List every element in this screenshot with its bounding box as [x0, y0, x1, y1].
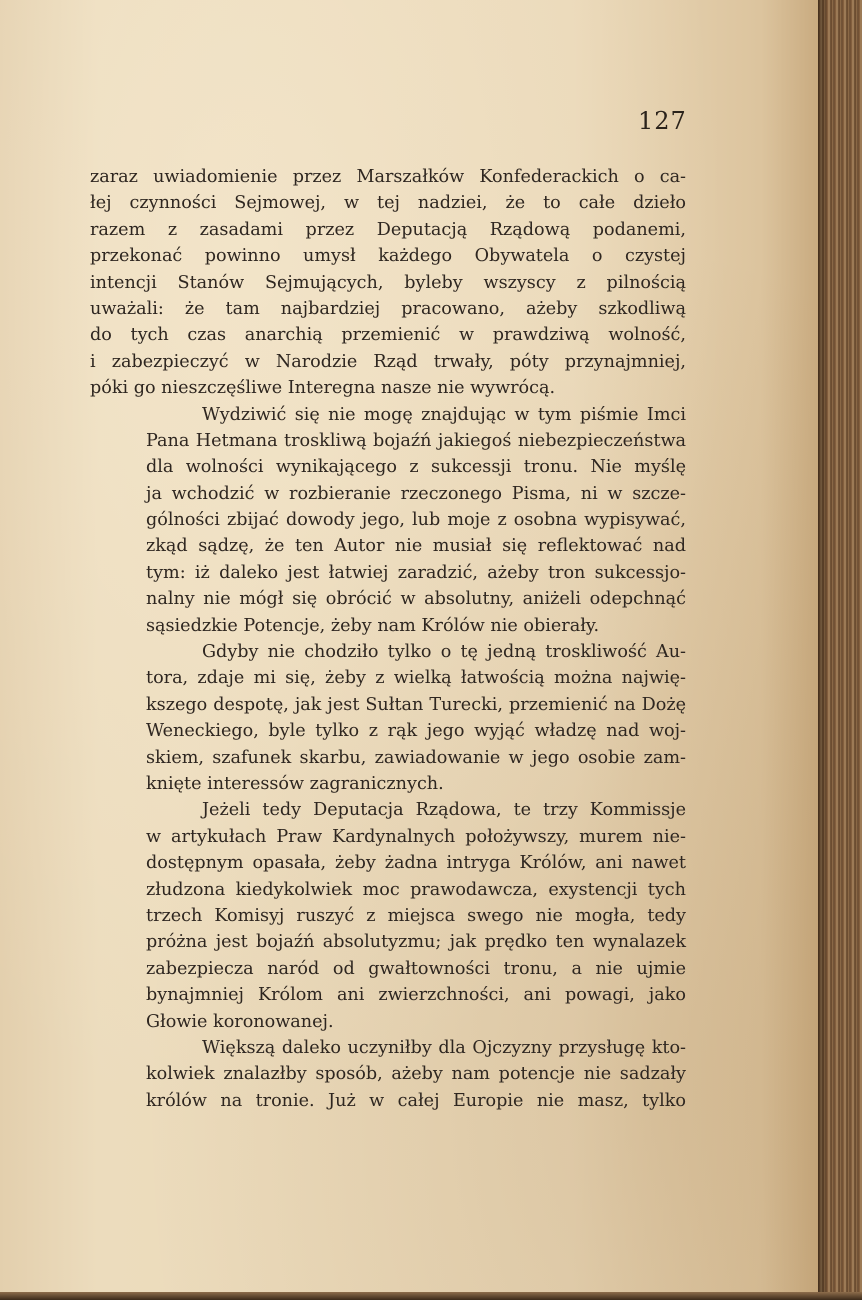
text-line: nalny nie mógł się obrócić w absolutny, aniżeli odepchnąć — [146, 589, 686, 610]
text-line: kolwiek znalazłby sposób, ażeby nam potencje nie sadzały — [146, 1064, 686, 1085]
paragraph — [90, 1035, 686, 1114]
text-line: dostępnym opasała, żeby żadna intryga Królów, ani nawet — [146, 853, 686, 874]
text-line: Gdyby nie chodziło tylko o tę jedną troskliwość Au- — [202, 642, 686, 663]
text-line: knięte interessów zagranicznych. — [146, 773, 444, 794]
text-line: zabezpiecza naród od gwałtowności tronu, a nie ujmie — [146, 958, 686, 979]
text-line: intencji Stanów Sejmujących, byleby wszyscy z pilnością — [90, 272, 686, 293]
text-line: bynajmniej Królom ani zwierzchności, ani powagi, jako — [146, 985, 686, 1006]
paragraph — [90, 639, 686, 797]
text-line: i zabezpieczyć w Narodzie Rząd trwały, póty przynajmniej, — [90, 351, 686, 372]
paragraph — [90, 797, 686, 1035]
text-line: dla wolności wynikającego z sukcessji tronu. Nie myślę — [146, 457, 686, 478]
text-line: Weneckiego, byle tylko z rąk jego wyjąć władzę nad woj- — [146, 721, 686, 742]
text-line: trzech Komisyj ruszyć z miejsca swego nie mogła, tedy — [146, 905, 686, 926]
text-line: do tych czas anarchią przemienić w prawdziwą wolność, — [90, 325, 686, 346]
text-line: tora, zdaje mi się, żeby z wielką łatwością można najwię- — [146, 668, 686, 689]
text-line: Głowie koronowanej. — [146, 1011, 334, 1032]
text-line: w artykułach Praw Kardynalnych położywszy, murem nie- — [146, 826, 686, 847]
text-line: Większą daleko uczyniłby dla Ojczyzny przysługę kto- — [202, 1037, 686, 1058]
text-line: sąsiedzkie Potencje, żeby nam Królów nie obierały. — [146, 615, 600, 636]
body-text — [90, 164, 686, 1114]
book-page-edges — [818, 0, 862, 1300]
text-line: Wydziwić się nie mogę znajdując w tym piśmie Imci — [202, 404, 686, 425]
text-line: kszego despotę, jak jest Sułtan Turecki, przemienić na Dożę — [146, 694, 686, 715]
text-line: zaraz uwiadomienie przez Marszałków Konfederackich o ca- — [90, 167, 686, 187]
text-line: przekonać powinno umysł każdego Obywatela o czystej — [90, 246, 686, 267]
text-line: gólności zbijać dowody jego, lub moje z osobna wypisywać, — [146, 510, 686, 531]
text-line: królów na tronie. Już w całej Europie nie masz, tylko — [146, 1090, 686, 1111]
text-line: zkąd sądzę, że ten Autor nie musiał się reflektować nad — [146, 536, 686, 557]
book-bottom-edge — [0, 1292, 862, 1300]
text-line: ja wchodzić w rozbieranie rzeczonego Pisma, ni w szcze- — [146, 483, 686, 504]
page-number: 127 — [638, 107, 687, 135]
text-line: próżna jest bojaźń absolutyzmu; jak prędko ten wynalazek — [146, 932, 686, 953]
text-line: póki go nieszczęśliwe Interegna nasze nie wywrócą. — [90, 378, 556, 399]
paragraph — [90, 402, 686, 640]
text-line: złudzona kiedykolwiek moc prawodawcza, exystencji tych — [146, 879, 686, 900]
text-line: łej czynności Sejmowej, w tej nadziei, że to całe dzieło — [90, 193, 686, 214]
text-line: razem z zasadami przez Deputacją Rządową podanemi, — [90, 219, 686, 240]
paragraph — [90, 164, 686, 402]
text-line: tym: iż daleko jest łatwiej zaradzić, ażeby tron sukcessjo- — [146, 562, 686, 583]
text-line: uważali: że tam najbardziej pracowano, ażeby szkodliwą — [90, 298, 686, 319]
text-line: Pana Hetmana troskliwą bojaźń jakiegoś niebezpieczeństwa — [146, 430, 686, 451]
text-line: Jeżeli tedy Deputacja Rządowa, te trzy Kommissje — [202, 800, 686, 821]
text-line: skiem, szafunek skarbu, zawiadowanie w jego osobie zam- — [146, 747, 686, 768]
